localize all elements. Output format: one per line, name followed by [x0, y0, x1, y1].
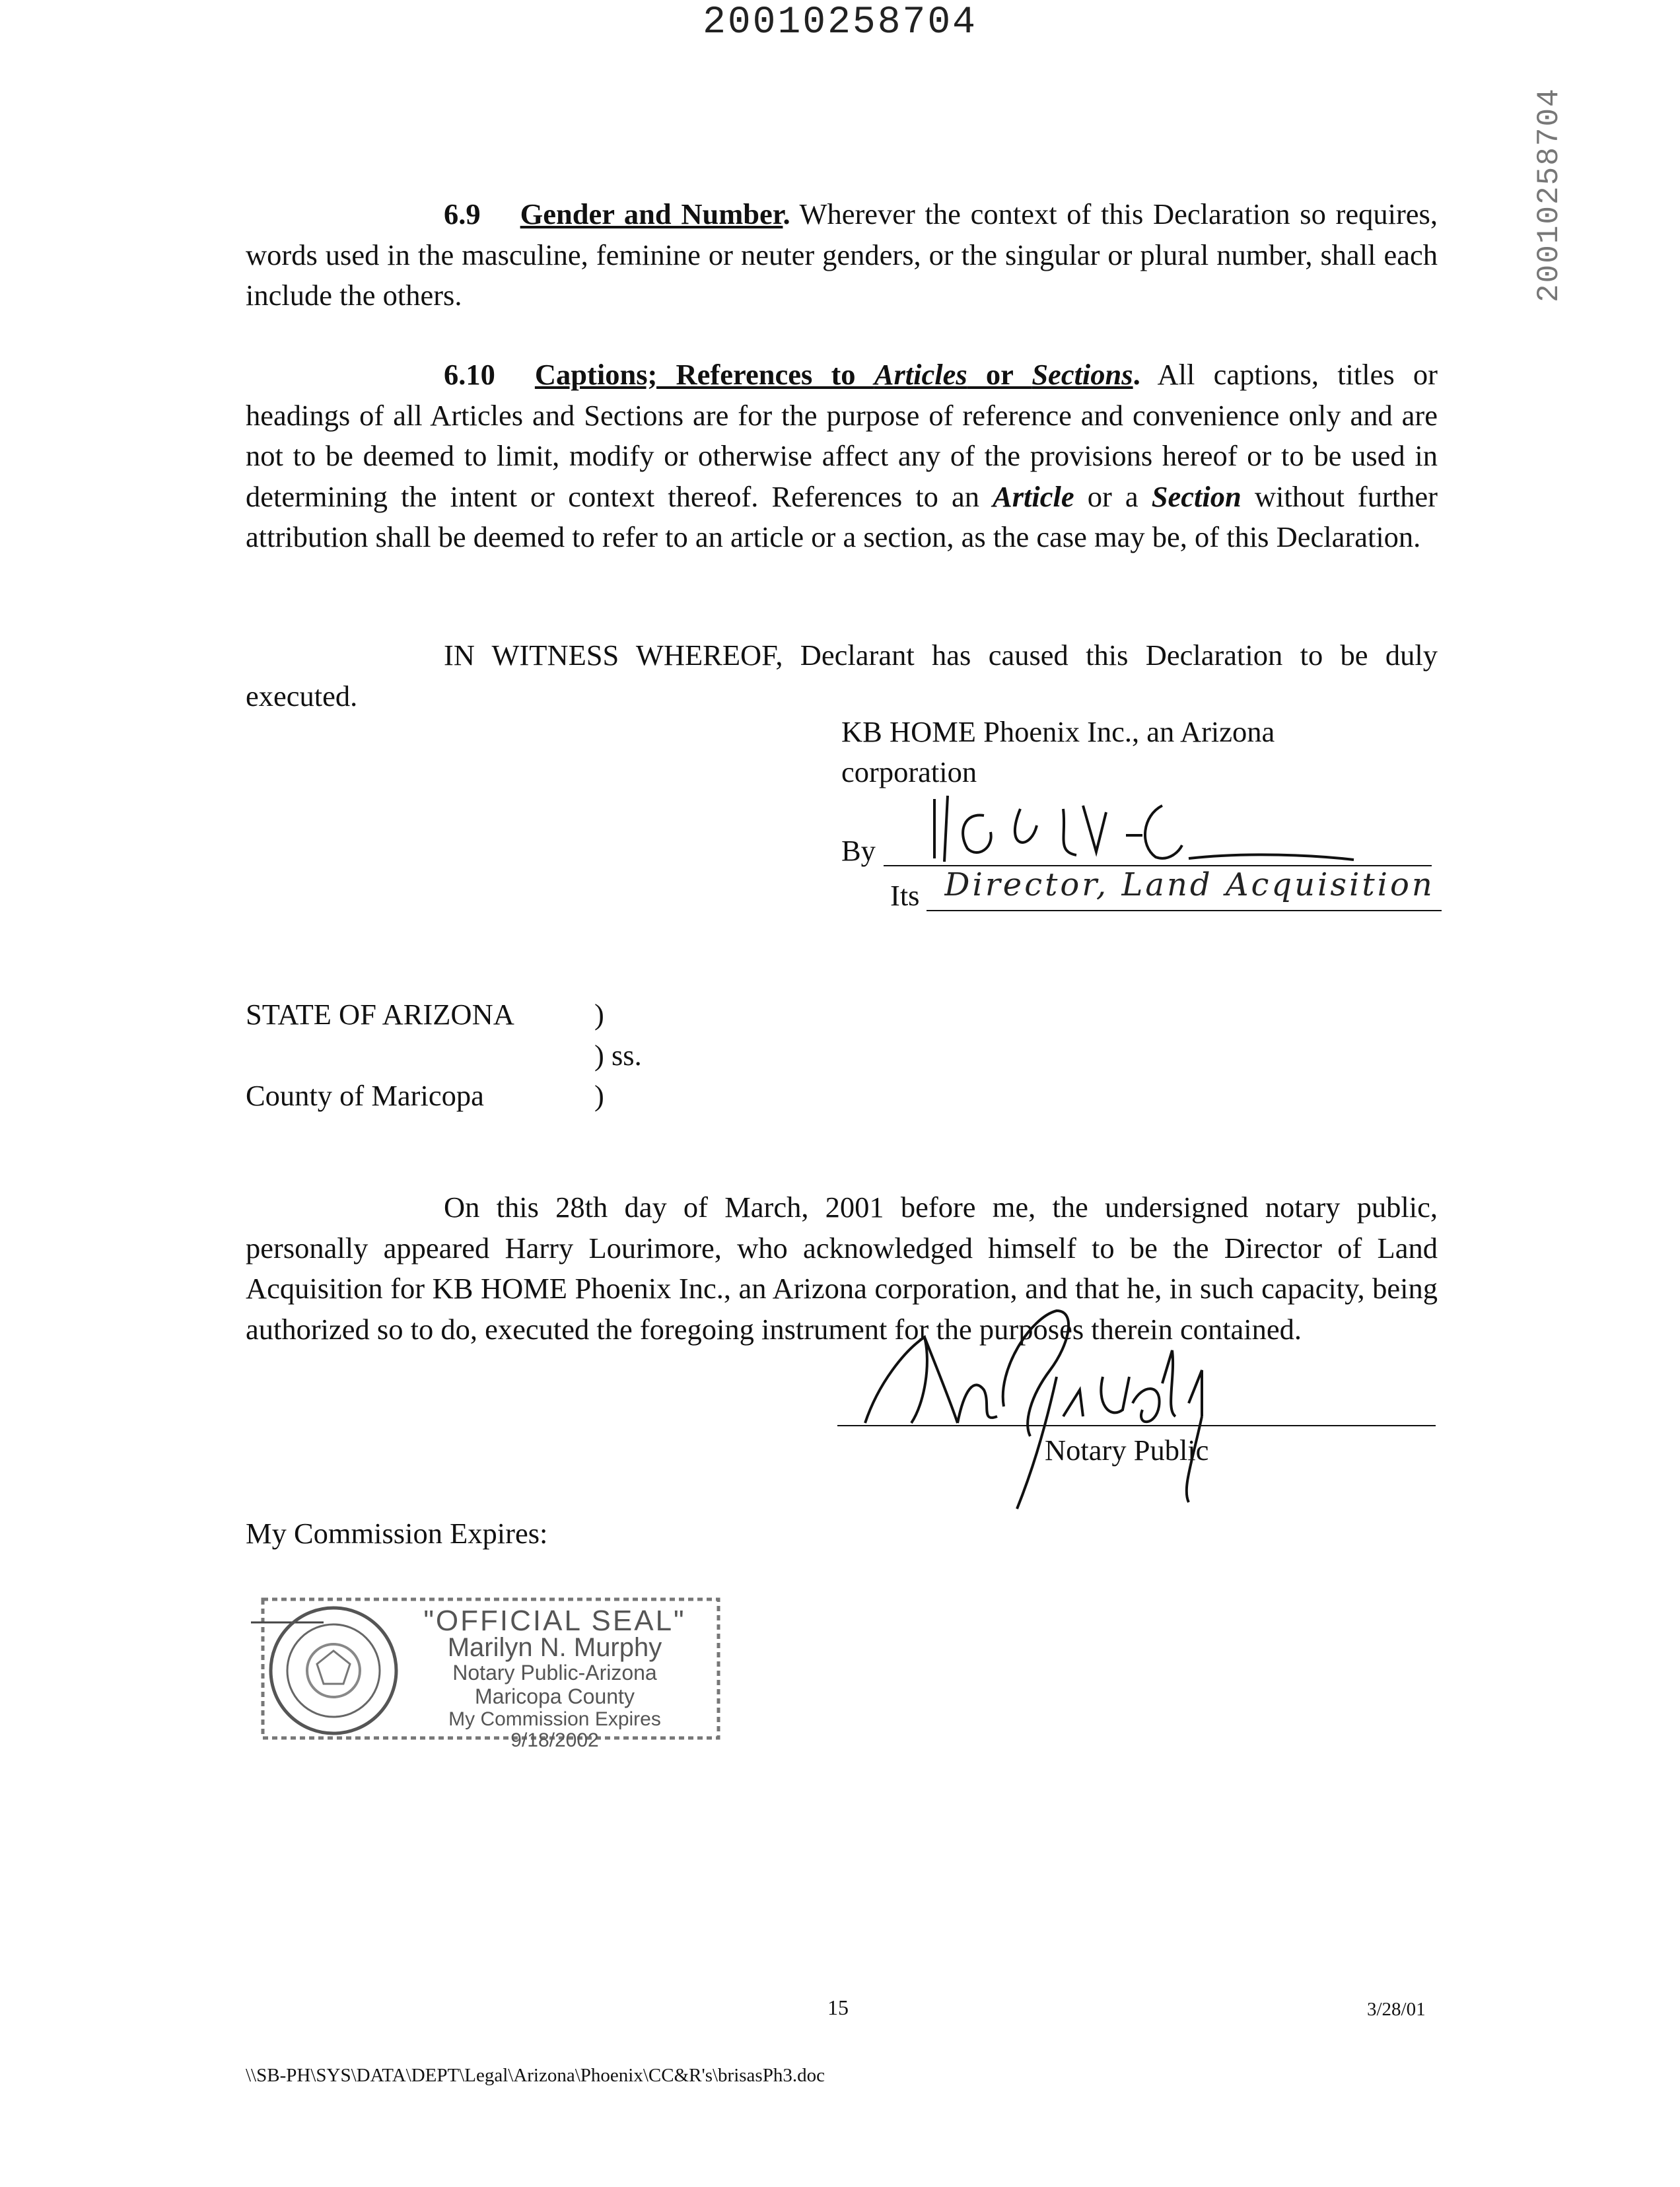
section-number: 6.9 [444, 197, 481, 230]
page-number: 15 [827, 1996, 849, 2019]
venue-paren-top: ) [594, 998, 604, 1031]
section-text: Wherever the context of this Declaration so requires, words used in the masculine, feminine or neuter genders, or the singular or plural number, shall each include the others. [246, 197, 1438, 312]
side-document-stamp: 20010258704 [1532, 87, 1566, 302]
venue-state: STATE OF ARIZONA [246, 998, 514, 1031]
notary-public-label: Notary Public [1045, 1434, 1209, 1467]
section-word: Section [1151, 479, 1242, 513]
section-title [535, 358, 1133, 391]
venue-ss: ) ss. [594, 1039, 642, 1072]
section-6-9 [246, 194, 1438, 316]
notary-acknowledgment: On this 28th day of March, 2001 before me, the undersigned notary public, personally appeared Harry Lourimore, who acknowledged himself to be the Director of Land Acquisition for KB HOME Phoenix Inc., an Arizona corporation, and that he, in such capacity, being authorized so to do, executed the foregoing instrument for the purposes therein contained. [246, 1191, 1438, 1346]
section-title: Gender and Number [520, 197, 783, 230]
seal-line-1: Notary Public-Arizona [452, 1661, 657, 1684]
title-part: Articles [874, 358, 967, 391]
section-text: or a [1074, 479, 1152, 513]
witness-clause: IN WITNESS WHEREOF, Declarant has caused this Declaration to be duly executed. [246, 639, 1438, 712]
its-handwritten-title [944, 866, 1446, 913]
file-path: \\SB-PH\SYS\DATA\DEPT\Legal\Arizona\Phoenix\CC&R's\brisasPh3.doc [246, 2065, 825, 2086]
title-part: Captions; References to [534, 358, 874, 391]
seal-line-3: My Commission Expires 9/18/2002 [448, 1708, 661, 1751]
official-seal-stamp [251, 1591, 726, 1751]
section-title-period: . [783, 197, 790, 230]
section-text: All captions, titles or headings of all Articles and Sections are for the purpose of reference and convenience only and are not to be deemed to limit, modify or otherwise affect any of the provisions hereof or to be used in determining the intent or context thereof. References to an [246, 358, 1438, 513]
by-label: By [841, 834, 876, 867]
section-6-10 [246, 355, 1438, 558]
title-part: Sections [1032, 358, 1133, 391]
title-period: . [1133, 358, 1140, 391]
its-handwritten-text: Director, Land Acquisition [944, 866, 1435, 903]
section-text: without further attribution shall be deemed to refer to an article or a section, as the case may be, of this Declaration. [246, 479, 1438, 553]
title-part: or [967, 358, 1032, 391]
seal-title: "OFFICIAL SEAL" [423, 1605, 686, 1637]
its-label: Its [890, 879, 920, 912]
document-number: 20010258704 [703, 1, 977, 44]
signature-notary [832, 1291, 1255, 1515]
venue-paren-bottom: ) [594, 1079, 604, 1112]
footer-date: 3/28/01 [1367, 1999, 1426, 2020]
notary-signature-line [837, 1425, 1436, 1426]
company-name: KB HOME Phoenix Inc., an Arizona corporation [841, 715, 1275, 788]
venue-county: County of Maricopa [246, 1079, 484, 1112]
signature-harry [878, 786, 1433, 878]
seal-name: Marilyn N. Murphy [447, 1633, 662, 1662]
commission-expires-label: My Commission Expires: [246, 1517, 548, 1550]
seal-line-2: Maricopa County [475, 1684, 635, 1708]
article-word: Article [993, 479, 1074, 513]
section-number: 6.10 [444, 358, 495, 391]
